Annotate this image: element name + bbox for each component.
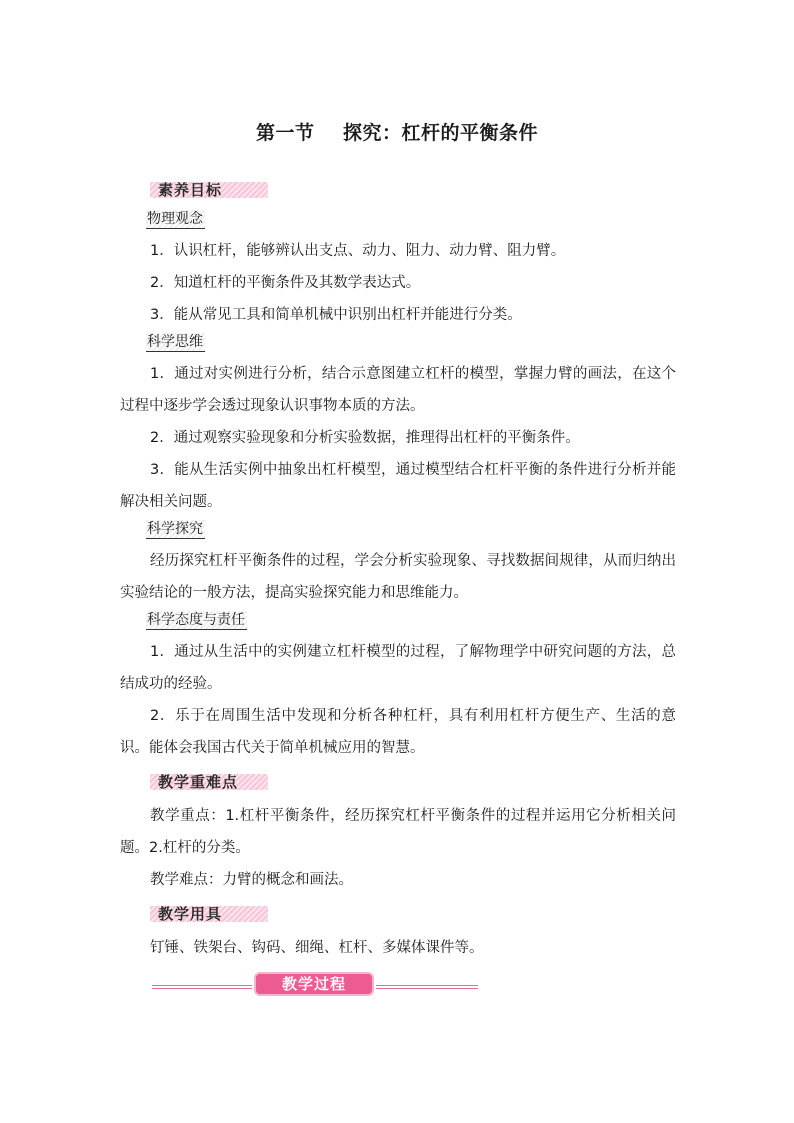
section-banner-key-points [150, 768, 676, 796]
content-body [120, 172, 676, 1000]
goal-item: 经历探究杠杆平衡条件的过程，学会分析实验现象、寻找数据间规律，从而归纳出实验结论的一般方法，提高实验探究能力和思维能力。 [120, 553, 676, 601]
section-banner-goals [150, 176, 676, 204]
goal-item: 3．能从常见工具和简单机械中识别出杠杆并能进行分类。 [150, 307, 522, 323]
banner-heading: 素养目标 [158, 181, 223, 199]
goal-item: 2．知道杠杆的平衡条件及其数学表达式。 [150, 275, 421, 291]
decorative-rule-left [152, 985, 252, 989]
subhead-attitude: 科学态度与责任 [147, 612, 245, 628]
goal-item: 1．通过从生活中的实例建立杠杆模型的过程，了解物理学中研究问题的方法，总结成功的经验。 [120, 644, 676, 692]
decorative-rule-right [376, 985, 478, 989]
page-title: 第一节 探究：杠杆的平衡条件 [256, 122, 538, 144]
process-heading: 教学过程 [254, 972, 374, 996]
key-point-text: 教学重点：1.杠杆平衡条件，经历探究杠杆平衡条件的过程并运用它分析相关问题。2.杠杆的分类。 [120, 808, 676, 856]
goal-item: 2．通过观察实验现象和分析实验数据，推理得出杠杆的平衡条件。 [150, 430, 580, 446]
section-banner-process [120, 970, 676, 1000]
goal-item: 3．能从生活实例中抽象出杠杆模型，通过模型结合杠杆平衡的条件进行分析并能解决相关问题。 [120, 462, 676, 510]
subhead-scientific-thinking: 科学思维 [147, 334, 203, 350]
section-banner-tools [150, 900, 676, 928]
banner-heading: 教学重难点 [158, 773, 239, 791]
subhead-physics-concept: 物理观念 [147, 211, 203, 227]
tools-text: 钉锤、铁架台、钩码、细绳、杠杆、多媒体课件等。 [150, 940, 484, 956]
difficult-point-text: 教学难点：力臂的概念和画法。 [150, 872, 353, 888]
subhead-scientific-inquiry: 科学探究 [147, 521, 203, 537]
banner-heading: 教学用具 [158, 905, 223, 923]
goal-item: 1．通过对实例进行分析，结合示意图建立杠杆的模型，掌握力臂的画法，在这个过程中逐步学会透过现象认识事物本质的方法。 [120, 366, 676, 414]
goal-item: 2．乐于在周围生活中发现和分析各种杠杆，具有利用杠杆方便生产、生活的意识。能体会我国古代关于简单机械应用的智慧。 [120, 708, 676, 756]
goal-item: 1．认识杠杆，能够辨认出支点、动力、阻力、动力臂、阻力臂。 [150, 243, 566, 259]
